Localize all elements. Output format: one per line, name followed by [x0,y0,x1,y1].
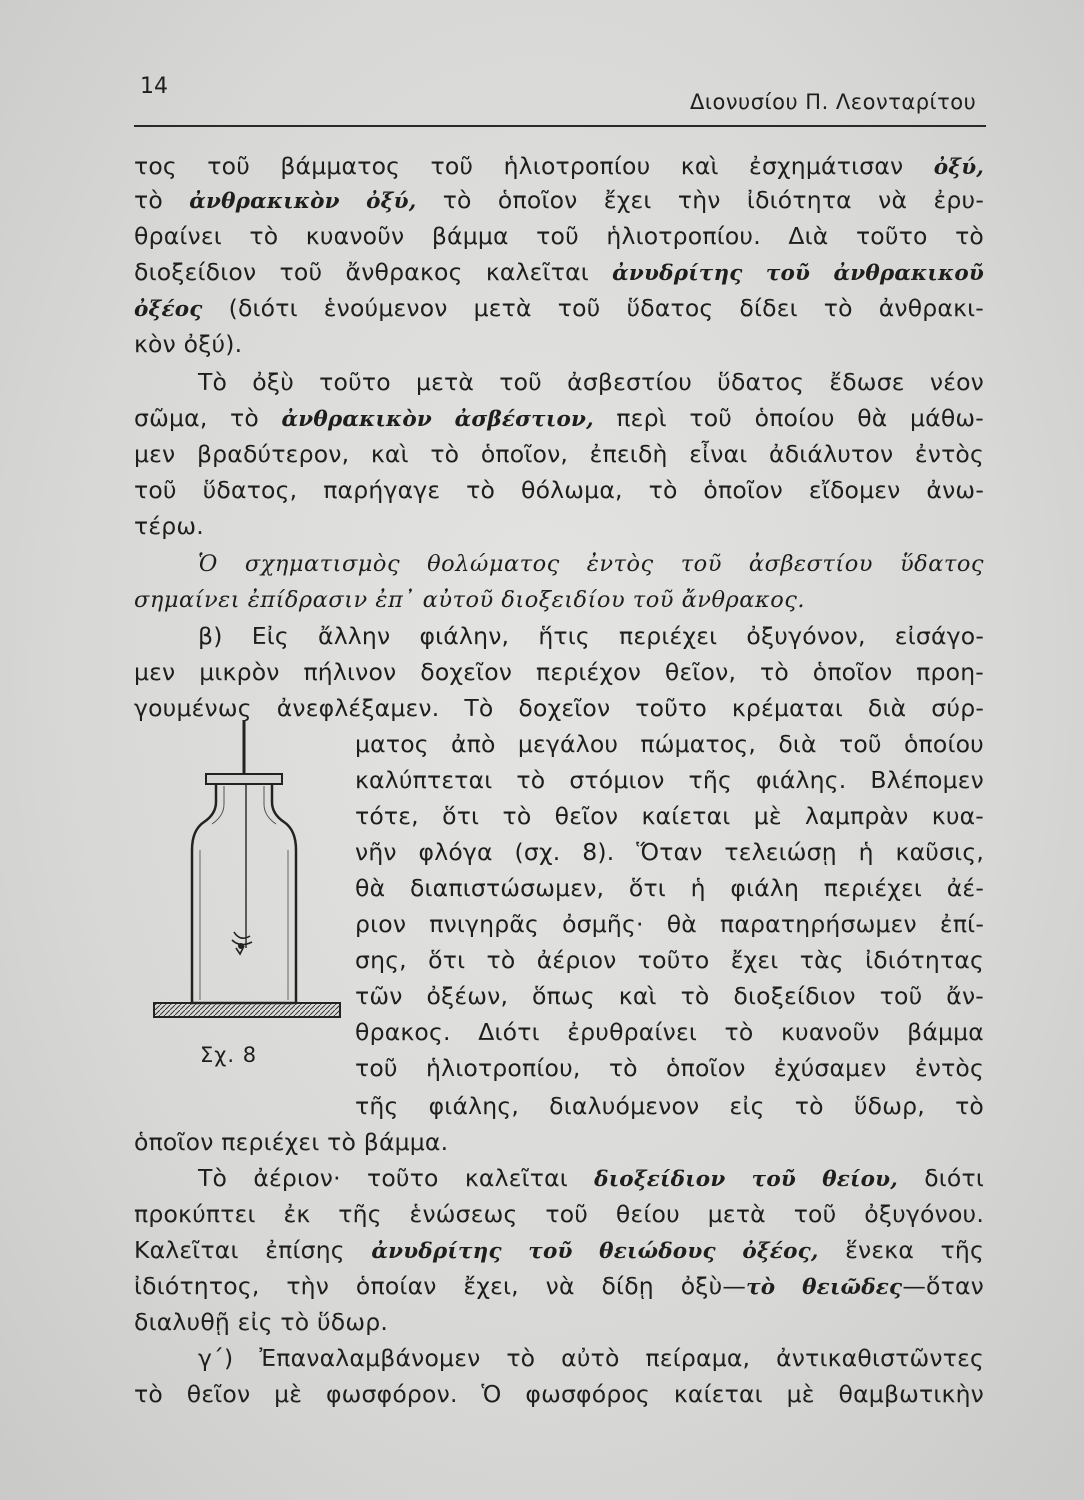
text-run: Τὸ ἀέριον· τοῦτο καλεῖται [198,1164,595,1192]
text-line [198,364,984,400]
text-line [134,436,984,472]
text-line [134,472,984,508]
running-head: Διονυσίου Π. Λεονταρίτου [690,90,977,114]
text-run: μεν βραδύτερον, καὶ τὸ ὁποῖον, ἐπειδὴ εἶναι ἀδιάλυτον ἐντὸς [134,440,984,468]
text-line [355,1050,984,1086]
emphasized-term: ἀνθρακικὸν ἀσβέστιον, [281,407,594,432]
text-line [355,1088,984,1124]
text-run: διότι [897,1164,984,1192]
text-run: ὁποῖον περιέχει τὸ βάμμα. [134,1128,449,1156]
text-line [134,326,984,362]
text-run: (διότι ἑνούμενον μετὰ τοῦ ὕδατος δίδει τὸ ἀνθρακι- [202,294,984,322]
text-line [134,654,984,690]
text-run: διαλυθῇ εἰς τὸ ὕδωρ. [134,1308,389,1336]
text-run: γουμένως ἀνεφλέξαμεν. Τὸ δοχεῖον τοῦτο κρέμαται διὰ σύρ- [134,694,984,722]
text-run: τοῦ ἡλιοτροπίου, τὸ ὁποῖον ἐχύσαμεν ἐντὸς [355,1054,984,1082]
text-line [355,834,984,870]
text-run: τὸ ὁποῖον ἔχει τὴν ἰδιότητα νὰ ἐρυ- [416,186,984,214]
header-rule [134,125,986,127]
text-run: κὸν ὀξύ). [134,330,243,358]
emphasized-term: ἀνθρακικὸν ὀξύ, [189,189,417,214]
emphasized-term: ἀνυδρίτης τοῦ ἀνθρακικοῦ [612,261,984,286]
text-run: σῶμα, τὸ [134,404,282,432]
text-run: ριον πνιγηρᾶς ὀσμῆς· θὰ παρατηρήσωμεν ἐπί- [355,910,984,938]
text-run: Καλεῖται ἐπίσης [134,1236,372,1264]
text-line [198,1160,984,1196]
text-run: τοῦ ὕδατος, παρήγαγε τὸ θόλωμα, τὸ ὁποῖον εἴδομεν ἀνω- [134,476,984,504]
text-run: τὸ [134,186,190,214]
text-line [355,870,984,906]
text-line [134,1268,984,1304]
emphasized-term: διοξείδιον τοῦ θείου, [594,1167,898,1192]
text-line [134,1376,984,1412]
text-line [355,978,984,1014]
text-run: θρακος. Διότι ἐρυθραίνει τὸ κυανοῦν βάμμα [355,1018,984,1046]
text-run: τὸ θεῖον μὲ φωσφόρον. Ὁ φωσφόρος καίεται μὲ θαμβωτικὴν [134,1380,984,1408]
text-line [134,1304,984,1340]
text-run: Ὁ σχηματισμὸς θολώματος ἐντὸς τοῦ ἀσβεστίου ὕδατος [198,551,984,577]
text-line [134,582,984,618]
text-run: Τὸ ὀξὺ τοῦτο μετὰ τοῦ ἀσβεστίου ὕδατος ἔδωσε νέον [198,368,984,396]
text-run: τέρω. [134,512,204,540]
text-run: σης, ὅτι τὸ ἀέριον τοῦτο ἔχει τὰς ἰδιότητας [355,946,984,974]
text-line [134,508,984,544]
text-line [355,1014,984,1050]
text-run: τῶν ὀξέων, ὅπως καὶ τὸ διοξείδιον τοῦ ἄν- [355,982,984,1010]
text-run: β) Εἰς ἄλλην φιάλην, ἥτις περιέχει ὀξυγόνον, εἰσάγο- [198,622,984,650]
text-line [355,762,984,798]
text-line [134,1124,984,1160]
text-line [134,400,984,436]
emphasized-term: τὸ θειῶδες [746,1275,903,1300]
text-line [198,618,984,654]
text-run: γ΄) Ἐπαναλαμβάνομεν τὸ αὐτὸ πείραμα, ἀντικαθιστῶντες [198,1344,984,1372]
text-run: ματος ἀπὸ μεγάλου πώματος, διὰ τοῦ ὁποίου [355,730,984,758]
page-number: 14 [140,74,168,99]
text-line [355,942,984,978]
text-run: τος τοῦ βάμματος τοῦ ἡλιοτροπίου καὶ ἐσχημάτισαν [134,152,934,180]
text-line [355,798,984,834]
text-line [134,254,984,290]
text-run: θραίνει τὸ κυανοῦν βάμμα τοῦ ἡλιοτροπίου. Διὰ τοῦτο τὸ [134,222,984,250]
emphasized-term: ὀξέος [134,297,203,322]
text-run: θὰ διαπιστώσωμεν, ὅτι ἡ φιάλη περιέχει ἀέ- [355,874,984,902]
text-run: περὶ τοῦ ὁποίου θὰ μάθω- [593,404,984,432]
emphasized-term: ὀξύ, [933,155,984,180]
text-line [198,546,984,582]
text-run: διοξείδιον τοῦ ἄνθρακος καλεῖται [134,258,613,286]
text-run: τότε, ὅτι τὸ θεῖον καίεται μὲ λαμπρὰν κυα- [355,802,984,830]
text-run: σημαίνει ἐπίδρασιν ἐπ᾽ αὐτοῦ διοξειδίου τοῦ ἄνθρακος. [134,587,805,613]
text-run: τῆς φιάλης, διαλυόμενον εἰς τὸ ὕδωρ, τὸ [355,1092,984,1120]
text-line [134,182,984,218]
text-line [134,1196,984,1232]
text-run: προκύπτει ἐκ τῆς ἑνώσεως τοῦ θείου μετὰ τοῦ ὀξυγόνου. [134,1200,984,1228]
text-run: νῆν φλόγα (σχ. 8). Ὅταν τελειώσῃ ἡ καῦσις, [355,838,984,866]
bottle-with-spoon-illustration [140,710,350,1030]
text-run: ἕνεκα τῆς [818,1236,984,1264]
text-line [134,290,984,326]
text-run: μεν μικρὸν πήλινον δοχεῖον περιέχον θεῖον, τὸ ὁποῖον προη- [134,658,984,686]
text-line [355,906,984,942]
text-line [134,148,984,184]
figure-8 [140,710,350,1030]
text-run: καλύπτεται τὸ στόμιον τῆς φιάλης. Βλέπομεν [355,766,984,794]
emphasized-term: ἀνυδρίτης τοῦ θειώδους ὀξέος, [371,1239,819,1264]
text-run: ἰδιότητος, τὴν ὁποίαν ἔχει, νὰ δίδῃ ὀξὺ— [134,1272,747,1300]
text-line [134,1232,984,1268]
text-line [134,218,984,254]
text-run: —ὅταν [902,1272,984,1300]
figure-caption: Σχ. 8 [200,1043,258,1067]
text-line [355,726,984,762]
text-line [198,1340,984,1376]
